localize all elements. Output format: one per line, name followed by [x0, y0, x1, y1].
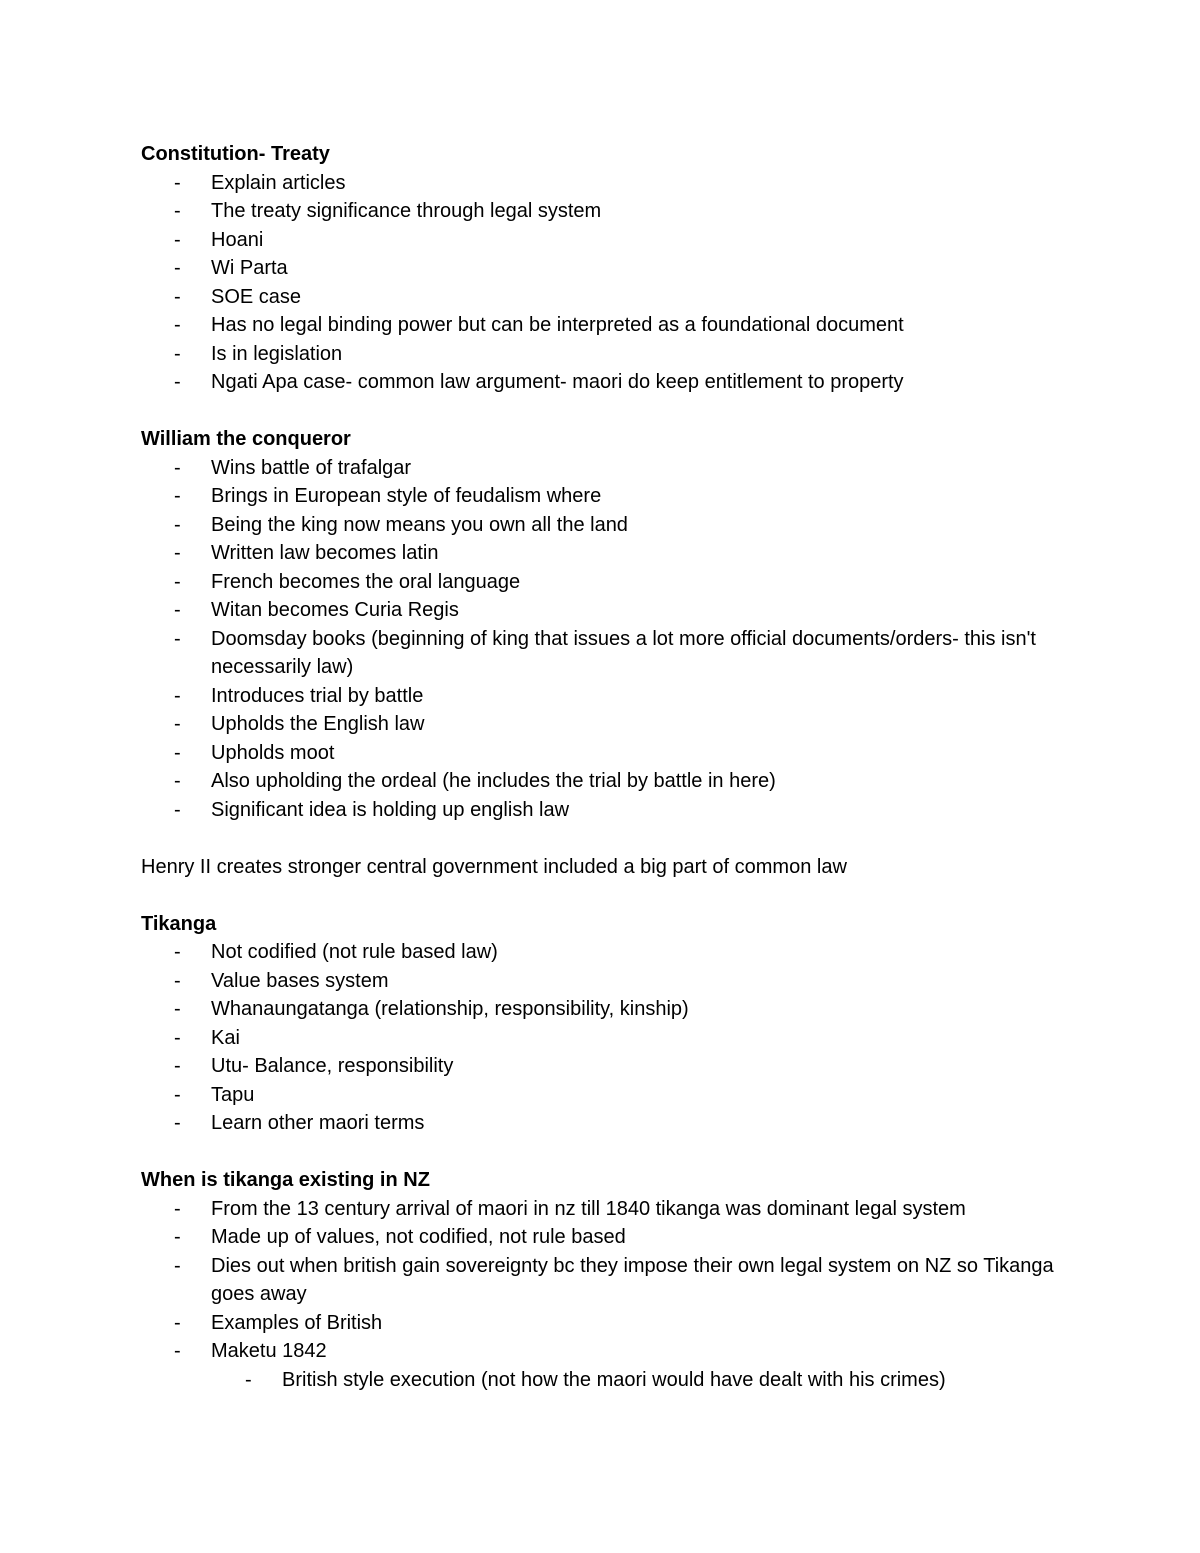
list-item	[141, 1195, 1071, 1224]
dash-bullet: -	[174, 513, 181, 536]
list-item	[141, 1109, 1071, 1138]
list-item	[141, 1024, 1071, 1053]
dash-bullet: -	[174, 941, 181, 963]
list-item-text: Witan becomes Curia Regis	[211, 599, 459, 621]
dash-bullet: -	[174, 599, 181, 621]
dash-bullet: -	[174, 684, 181, 707]
list-item-text: Has no legal binding power but can be interpreted as a foundational document	[211, 314, 904, 336]
list-item	[141, 1081, 1071, 1110]
dash-bullet: -	[174, 1254, 181, 1277]
dash-bullet: -	[174, 1311, 181, 1334]
bullet-list	[141, 938, 1071, 1138]
section-tikanga	[141, 910, 1071, 1138]
list-item-text: From the 13 century arrival of maori in nz till 1840 tikanga was dominant legal system	[211, 1197, 966, 1220]
list-item	[141, 682, 1071, 711]
list-item	[141, 596, 1071, 625]
list-item	[141, 368, 1071, 397]
dash-bullet: -	[174, 570, 181, 593]
list-item-text: Significant idea is holding up english law	[211, 798, 570, 821]
list-item-text: Upholds the English law	[211, 713, 425, 735]
list-item	[141, 539, 1071, 568]
document-page	[141, 140, 1071, 1394]
dash-bullet: -	[174, 798, 181, 821]
dash-bullet: -	[245, 1368, 252, 1391]
dash-bullet: -	[174, 1226, 181, 1248]
dash-bullet: -	[174, 713, 181, 735]
list-item-text: Brings in European style of feudalism where	[211, 485, 602, 507]
section-heading: Tikanga	[141, 912, 217, 935]
list-item-text: British style execution (not how the maori would have dealt with his crimes)	[282, 1368, 946, 1391]
section-tikanga-existing-nz	[141, 1166, 1071, 1394]
list-item-text: Dies out when british gain sovereignty bc they impose their own legal system on NZ so Tikanga goes away	[211, 1254, 1054, 1305]
section-william-the-conqueror	[141, 425, 1071, 824]
list-item-text: Also upholding the ordeal (he includes the trial by battle in here)	[211, 770, 776, 792]
dash-bullet: -	[174, 998, 181, 1020]
dash-bullet: -	[174, 485, 181, 507]
section-heading: William the conqueror	[141, 428, 351, 450]
sub-list-item	[141, 1366, 1071, 1395]
list-item	[141, 283, 1071, 312]
list-item	[141, 311, 1071, 340]
list-item-text: Utu- Balance, responsibility	[211, 1055, 454, 1077]
list-item	[141, 169, 1071, 198]
bullet-list	[141, 454, 1071, 825]
list-item-text: Hoani	[211, 228, 264, 251]
dash-bullet: -	[174, 314, 181, 336]
list-item-text: Introduces trial by battle	[211, 684, 424, 707]
dash-bullet: -	[174, 200, 181, 222]
list-item	[141, 1052, 1071, 1081]
list-item-text: Not codified (not rule based law)	[211, 941, 498, 963]
list-item	[141, 1223, 1071, 1252]
list-item	[141, 511, 1071, 540]
list-item-text: The treaty significance through legal system	[211, 200, 602, 222]
list-item-text: Being the king now means you own all the land	[211, 513, 628, 536]
dash-bullet: -	[174, 627, 181, 650]
list-item-text: Upholds moot	[211, 741, 335, 764]
list-item-text: Ngati Apa case- common law argument- maori do keep entitlement to property	[211, 371, 904, 393]
list-item	[141, 482, 1071, 511]
list-item	[141, 340, 1071, 369]
list-item-text: Whanaungatanga (relationship, responsibility, kinship)	[211, 998, 689, 1020]
dash-bullet: -	[174, 285, 181, 308]
list-item	[141, 226, 1071, 255]
spacer	[141, 397, 1071, 426]
dash-bullet: -	[174, 456, 181, 479]
paragraph-henry-ii: Henry II creates stronger central government included a big part of common law	[141, 855, 847, 878]
list-item	[141, 710, 1071, 739]
list-item	[141, 625, 1071, 682]
dash-bullet: -	[174, 257, 181, 279]
list-item-text: Tapu	[211, 1083, 255, 1106]
list-item	[141, 995, 1071, 1024]
list-item-text: Kai	[211, 1026, 240, 1049]
list-item	[141, 796, 1071, 825]
list-item	[141, 967, 1071, 996]
dash-bullet: -	[174, 1083, 181, 1106]
list-item-text: Value bases system	[211, 969, 389, 992]
section-constitution-treaty	[141, 140, 1071, 397]
dash-bullet: -	[174, 542, 181, 564]
list-item	[141, 254, 1071, 283]
list-item	[141, 1309, 1071, 1338]
dash-bullet: -	[174, 770, 181, 792]
list-item-text: Maketu 1842	[211, 1340, 327, 1362]
spacer	[141, 824, 1071, 853]
list-item-text: Wi Parta	[211, 257, 288, 279]
dash-bullet: -	[174, 342, 181, 365]
list-item	[141, 739, 1071, 768]
list-item-text: Written law becomes latin	[211, 542, 439, 564]
dash-bullet: -	[174, 1197, 181, 1220]
list-item-text: Wins battle of trafalgar	[211, 456, 412, 479]
list-item	[141, 938, 1071, 967]
spacer	[141, 1138, 1071, 1167]
list-item	[141, 568, 1071, 597]
dash-bullet: -	[174, 969, 181, 992]
spacer	[141, 881, 1071, 910]
dash-bullet: -	[174, 171, 181, 194]
dash-bullet: -	[174, 1112, 181, 1134]
list-item	[141, 767, 1071, 796]
dash-bullet: -	[174, 1055, 181, 1077]
list-item-text: French becomes the oral language	[211, 570, 521, 593]
dash-bullet: -	[174, 1026, 181, 1049]
list-item-text: Is in legislation	[211, 342, 343, 365]
list-item-text: Explain articles	[211, 171, 346, 194]
dash-bullet: -	[174, 741, 181, 764]
bullet-list	[141, 1195, 1071, 1395]
list-item-text: SOE case	[211, 285, 302, 308]
list-item	[141, 197, 1071, 226]
list-item-text: Learn other maori terms	[211, 1112, 425, 1134]
section-heading: Constitution- Treaty	[141, 143, 330, 165]
section-heading: When is tikanga existing in NZ	[141, 1169, 430, 1191]
list-item-text: Doomsday books (beginning of king that issues a lot more official documents/orders- this isn't necessarily law)	[211, 627, 1036, 678]
dash-bullet: -	[174, 371, 181, 393]
list-item-text: Examples of British	[211, 1311, 383, 1334]
list-item	[141, 1337, 1071, 1366]
list-item	[141, 1252, 1071, 1309]
list-item	[141, 454, 1071, 483]
dash-bullet: -	[174, 1340, 181, 1362]
list-item-text: Made up of values, not codified, not rule based	[211, 1226, 626, 1248]
dash-bullet: -	[174, 228, 181, 251]
bullet-list	[141, 169, 1071, 397]
